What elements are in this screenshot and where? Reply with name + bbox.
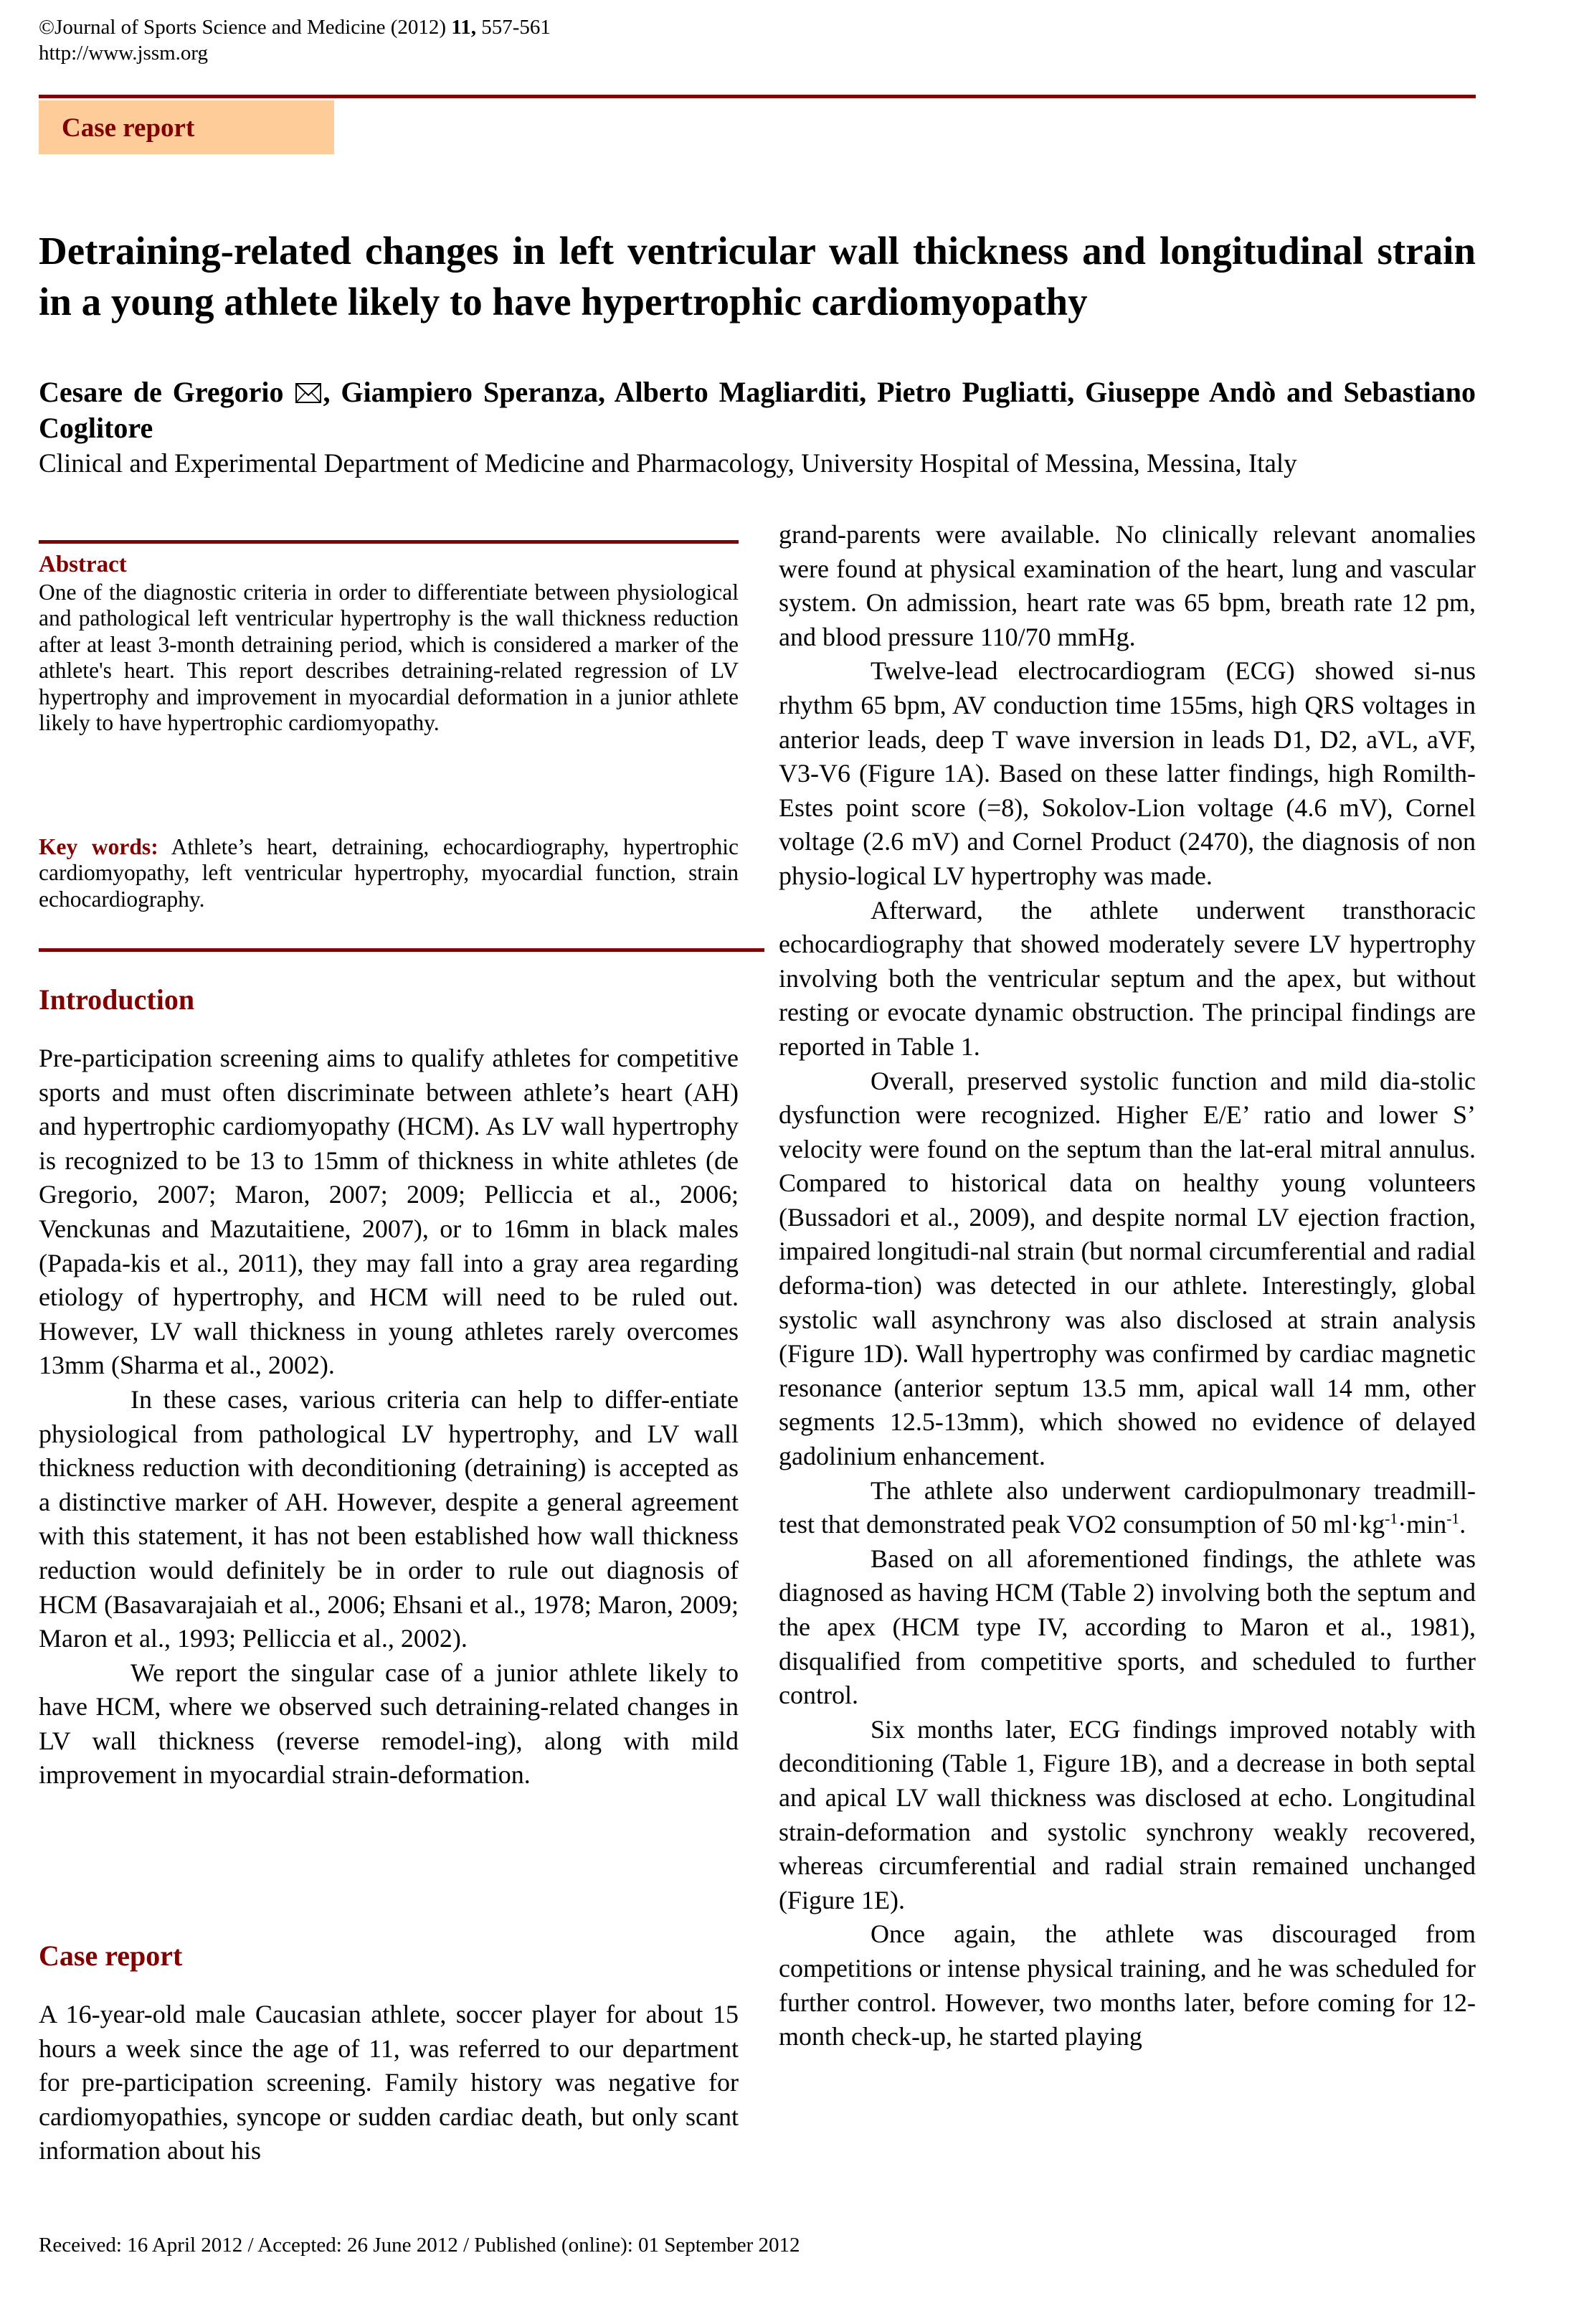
section-heading-case-report: Case report	[39, 1940, 183, 1972]
keywords-label: Key words:	[39, 834, 158, 859]
introduction-body	[39, 1041, 739, 1792]
paragraph: Afterward, the athlete underwent transthoracic echocardiography that showed moderately severe LV hypertrophy involving both the ventricular septum and the apex, but without resting or evocate dynamic obstruction. The principal findings are reported in Table 1.	[779, 895, 1476, 1061]
case-report-body-left	[39, 1998, 739, 2168]
paragraph: Six months later, ECG findings improved notably with deconditioning (Table 1, Figure 1B), and a decrease in both septal and apical LV wall thickness was disclosed at echo. Longitudinal strain-deformation and systolic synchrony weakly recovered, whereas circumferential and radial strain remained unchanged (Figure 1E).	[779, 1714, 1476, 1914]
journal-citation: ©Journal of Sports Science and Medicine (2012) 11, 557-561	[39, 16, 551, 39]
article-type-badge: Case report	[39, 100, 334, 154]
paragraph-vo2: The athlete also underwent cardiopulmonary treadmill-test that demonstrated peak VO2 consumption of 50 $ml\cdot kg^{-1}\cdot\min^{-1}$.	[779, 1475, 1476, 1539]
affiliation: Clinical and Experimental Department of Medicine and Pharmacology, University Hospital of Messina, Messina, Italy	[39, 449, 1297, 478]
keywords-text: Athlete’s heart, detraining, echocardiography, hypertrophic cardiomyopathy, left ventricular hypertrophy, myocardial function, strain echocardiography.	[39, 834, 739, 912]
journal-header	[39, 14, 551, 66]
author-list	[39, 374, 1476, 446]
paragraph: grand-parents were available. No clinically relevant anomalies were found at physical examination of the heart, lung and vascular system. On admission, heart rate was 65 bpm, breath rate 12 pm, and blood pressure 110/70 mmHg.	[779, 520, 1476, 651]
publication-dates: Received: 16 April 2012 / Accepted: 26 June 2012 / Published (online): 01 September 2012	[39, 2234, 800, 2257]
paragraph: Twelve-lead electrocardiogram (ECG) showed si-nus rhythm 65 bpm, AV conduction time 155ms, high QRS voltages in anterior leads, deep T wave inversion in leads D1, D2, aVL, aVF, V3-V6 (Figure 1A). Based on these latter findings, high Romilth-Estes point score (=8), Sokolov-Lion voltage (4.6 mV), Cornel voltage (2.6 mV) and Cornel Product (2470), the diagnosis of non physio-logical LV hypertrophy was made.	[779, 656, 1476, 890]
paragraph: Overall, preserved systolic function and mild dia-stolic dysfunction were recognized. Higher E/E’ ratio and lower S’ velocity were found on the septum than the lat-eral mitral annulus. Compared to historical data on healthy young volunteers (Bussadori et al., 2009), and despite normal LV ejection fraction, impaired longitudi-nal strain (but normal circumferential and radial deforma-tion) was detected in our athlete. Interestingly, global systolic wall asynchrony was also disclosed at strain analysis (Figure 1D). Wall hypertrophy was confirmed by cardiac magnetic resonance (anterior septum 13.5 mm, apical wall 14 mm, other segments 12.5-13mm), which showed no evidence of delayed gadolinium enhancement.	[779, 1066, 1476, 1471]
case-report-body-right	[779, 518, 1476, 2054]
abstract-bottom-rule	[39, 948, 764, 952]
paragraph: Once again, the athlete was discouraged from competitions or intense physical training, and he was scheduled for further control. However, two months later, before coming for 12-month check-up, he started playing	[779, 1919, 1476, 2051]
paragraph: Pre-participation screening aims to qualify athletes for competitive sports and must often discriminate between athlete’s heart (AH) and hypertrophic cardiomyopathy (HCM). As LV wall hypertrophy is recognized to be 13 to 15mm of thickness in white athletes (de Gregorio, 2007; Maron, 2007; 2009; Pelliccia et al., 2006; Venckunas and Mazutaitiene, 2007), or to 16mm in black males (Papada-kis et al., 2011), they may fall into a gray area regarding etiology of hypertrophy, and HCM will need to be ruled out. However, LV wall thickness in young athletes rarely overcomes 13mm (Sharma et al., 2002).	[39, 1044, 739, 1380]
paragraph: A 16-year-old male Caucasian athlete, soccer player for about 15 hours a week since the age of 11, was referred to our department for pre-participation screening. Family history was negative for cardiomyopathies, syncope or sudden cardiac death, but only scant information about his	[39, 2000, 739, 2165]
header-rule	[39, 95, 1476, 98]
author-others: , Giampiero Speranza, Alberto Magliarditi, Pietro Pugliatti, Giuseppe Andò and Sebastiano Coglitore	[39, 376, 1476, 444]
section-heading-introduction: Introduction	[39, 983, 195, 1016]
author-corresponding: Cesare de Gregorio	[39, 376, 284, 408]
article-title: Detraining-related changes in left ventricular wall thickness and longitudinal strain in a young athlete likely to have hypertrophic cardiomyopathy	[39, 229, 1476, 323]
keywords	[39, 834, 739, 912]
abstract-heading: Abstract	[39, 552, 127, 577]
abstract-text: One of the diagnostic criteria in order to differentiate between physiological and pathological left ventricular hypertrophy is the wall thickness reduction after at least 3-month detraining period, which is considered a marker of the athlete's heart. This report describes detraining-related regression of LV hypertrophy and improvement in myocardial deformation in a junior athlete likely to have hypertrophic cardiomyopathy.	[39, 580, 739, 736]
abstract-top-rule	[39, 540, 739, 544]
paragraph: In these cases, various criteria can help to differ-entiate physiological from pathological LV hypertrophy, and LV wall thickness reduction with deconditioning (detraining) is accepted as a distinctive marker of AH. However, despite a general agreement with this statement, it has not been established how wall thickness reduction would definitely be in order to rule out diagnosis of HCM (Basavarajaiah et al., 2006; Ehsani et al., 1978; Maron, 2009; Maron et al., 1993; Pelliccia et al., 2002).	[39, 1384, 739, 1653]
journal-url[interactable]: http://www.jssm.org	[39, 42, 209, 65]
paragraph: Based on all aforementioned findings, the athlete was diagnosed as having HCM (Table 2) involving both the septum and the apex (HCM type IV, according to Maron et al., 1981), disqualified from competitive sports, and scheduled to further control.	[779, 1544, 1476, 1710]
envelope-icon[interactable]	[295, 383, 321, 403]
paragraph: We report the singular case of a junior athlete likely to have HCM, where we observed such detraining-related changes in LV wall thickness (reverse remodel-ing), along with mild improvement in myocardial strain-deformation.	[39, 1658, 739, 1790]
